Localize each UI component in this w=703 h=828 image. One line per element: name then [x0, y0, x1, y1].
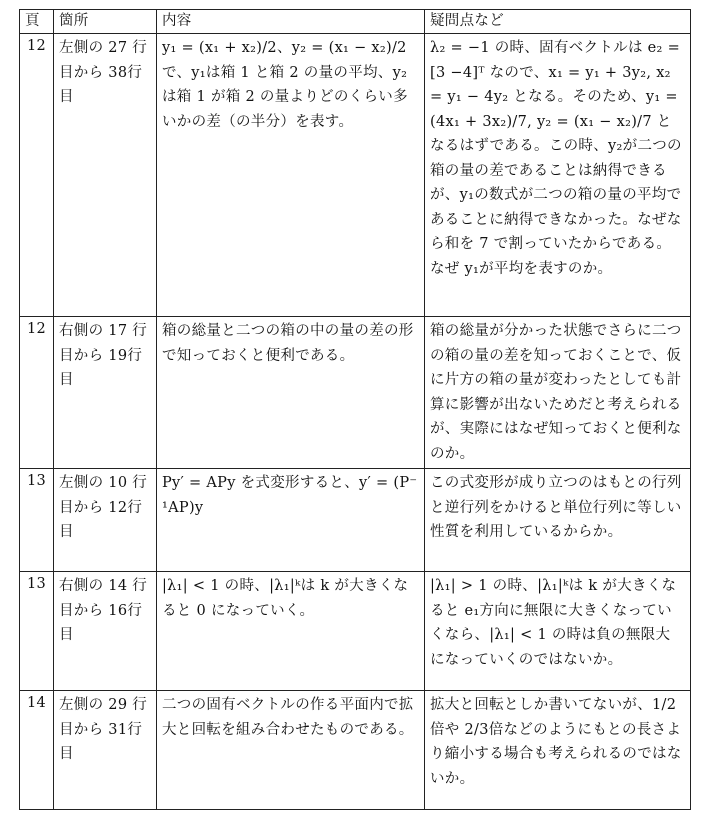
table-row [20, 469, 691, 572]
location-cell [54, 317, 157, 469]
question-cell [425, 572, 691, 691]
question-text: この式変形が成り立つのはもとの行列と逆行列をかけると単位行列に等しい性質を利用しているからか。 [430, 475, 682, 540]
notes-table [19, 9, 691, 810]
content-cell [157, 572, 425, 691]
location-text: 左側の 10 行目から 12行目 [59, 475, 148, 540]
location-text: 右側の 14 行目から 16行目 [59, 578, 148, 643]
page-cell: 13 [20, 572, 54, 691]
content-cell [157, 317, 425, 469]
question-cell [425, 34, 691, 317]
table-row [20, 572, 691, 691]
location-cell [54, 34, 157, 317]
location-cell [54, 691, 157, 810]
question-text: λ₂ = −1 の時、固有ベクトルは e₂ = [3 −4]ᵀ なので、x₁ = y₁ + 3y₂, x₂ = y₁ − 4y₂ となる。そのため、y₁ = (4x₁ + 3x₂)/7, y₂ = (x₁ − x₂)/7 となるはずである。この時、y₂が二つの箱の量の差であることは納得できるが、y₁の数式が二つの箱の量の平均であることに納得できなかった。なぜなら和を 7 で割っていたからである。なぜ y₁が平均を表すのか。 [430, 40, 682, 277]
question-text: |λ₁| > 1 の時、|λ₁|ᵏは k が大きくなると e₁方向に無限に大きくなっていくなら、|λ₁| < 1 の時は負の無限大になっていくのではないか。 [430, 578, 677, 668]
location-cell [54, 469, 157, 572]
question-text: 拡大と回転としか書いてないが、1/2倍や 2/3倍などのようにもとの長さより縮小する場合も考えられるのではないか。 [430, 697, 682, 787]
location-text: 右側の 17 行目から 19行目 [59, 323, 148, 388]
question-cell [425, 469, 691, 572]
location-text: 左側の 29 行目から 31行目 [59, 697, 148, 762]
question-cell [425, 317, 691, 469]
header-location: 箇所 [54, 10, 157, 34]
header-content: 内容 [157, 10, 425, 34]
content-cell [157, 691, 425, 810]
location-cell [54, 572, 157, 691]
table-row [20, 691, 691, 810]
page-cell: 13 [20, 469, 54, 572]
location-text: 左側の 27 行目から 38行目 [59, 40, 148, 105]
table-header-row [20, 10, 691, 34]
content-text: y₁ = (x₁ + x₂)/2、y₂ = (x₁ − x₂)/2で、y₁は箱 1 と箱 2 の量の平均、y₂は箱 1 が箱 2 の量よりどのくらい多いかの差（の半分）を表す。 [162, 40, 408, 130]
page-cell: 12 [20, 317, 54, 469]
header-questions: 疑問点など [425, 10, 691, 34]
content-text: |λ₁| < 1 の時、|λ₁|ᵏは k が大きくなると 0 になっていく。 [162, 578, 409, 619]
content-text: Py′ = APy を式変形すると、y′ = (P⁻¹AP)y [162, 475, 418, 516]
question-text: 箱の総量が分かった状態でさらに二つの箱の量の差を知っておくことで、仮に片方の箱の量が変わったとしても計算に影響が出ないためだと考えられるが、実際にはなぜ知っておくと便利なのか。 [430, 323, 682, 462]
page-cell: 14 [20, 691, 54, 810]
content-text: 箱の総量と二つの箱の中の量の差の形で知っておくと便利である。 [162, 323, 414, 364]
content-cell [157, 469, 425, 572]
table-row [20, 34, 691, 317]
content-text: 二つの固有ベクトルの作る平面内で拡大と回転を組み合わせたものである。 [162, 697, 414, 738]
question-cell [425, 691, 691, 810]
page-cell: 12 [20, 34, 54, 317]
header-page: 頁 [20, 10, 54, 34]
table-row [20, 317, 691, 469]
content-cell [157, 34, 425, 317]
